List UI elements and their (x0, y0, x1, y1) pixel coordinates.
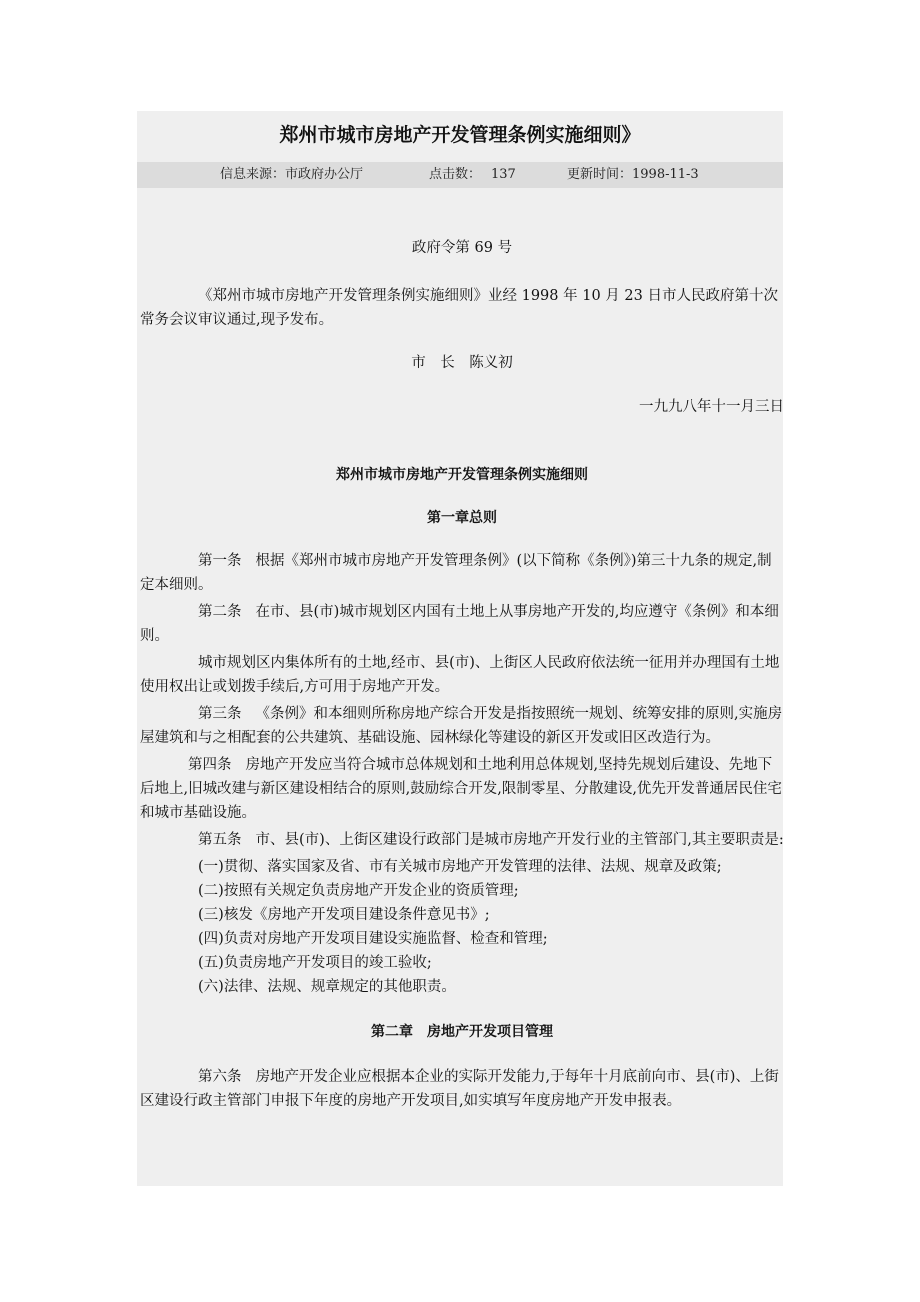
article-2-paragraph-2: 城市规划区内集体所有的土地,经市、县(市)、上街区人民政府依法统一征用并办理国有土地使用权出让或划拨手续后,方可用于房地产开发。 (140, 655, 780, 695)
meta-updated-value: 1998-11-3 (632, 167, 699, 182)
article-2 (140, 600, 784, 648)
article-3-label: 第三条 (198, 706, 242, 722)
document-meta-bar (137, 162, 783, 188)
article-5-item-4: (四)负责对房地产开发项目建设实施监督、检查和管理; (198, 931, 548, 947)
article-5-label: 第五条 (198, 832, 242, 848)
meta-updated-label: 更新时间： (567, 167, 633, 182)
article-5-text: 市、县(市)、上街区建设行政部门是城市房地产开发行业的主管部门,其主要职责是: (255, 832, 784, 848)
article-1-label: 第一条 (198, 553, 242, 569)
article-6-text: 房地产开发企业应根据本企业的实际开发能力,于每年十月底前向市、县(市)、上街区建设行政主管部门申报下年度的房地产开发项目,如实填写年度房地产开发申报表。 (140, 1069, 779, 1109)
meta-source-label: 信息来源： (220, 167, 286, 182)
decree-announcement: 《郑州市城市房地产开发管理条例实施细则》业经 1998 年 10 月 23 日市人民政府第十次常务会议审议通过,现予发布。 (140, 288, 778, 328)
article-1 (140, 549, 784, 597)
meta-updated (567, 162, 699, 188)
rules-title: 郑州市城市房地产开发管理条例实施细则 (336, 467, 588, 483)
document-title: 郑州市城市房地产开发管理条例实施细则》 (279, 124, 641, 146)
article-3 (140, 702, 784, 750)
article-5-item-3: (三)核发《房地产开发项目建设条件意见书》; (198, 907, 490, 923)
chapter-1-title: 第一章总则 (427, 510, 497, 526)
meta-clicks (429, 162, 516, 188)
meta-clicks-value: 137 (491, 167, 516, 182)
meta-source-value: 市政府办公厅 (285, 167, 364, 182)
decree-date: 一九九八年十一月三日 (639, 399, 784, 415)
article-4 (140, 753, 784, 825)
meta-clicks-label: 点击数： (429, 167, 482, 182)
article-5-item-1: (一)贯彻、落实国家及省、市有关城市房地产开发管理的法律、法规、规章及政策; (198, 859, 722, 875)
article-2-label: 第二条 (198, 604, 242, 620)
article-2-text: 在市、县(市)城市规划区内国有土地上从事房地产开发的,均应遵守《条例》和本细则。 (140, 604, 779, 644)
article-5 (140, 828, 784, 852)
decree-signature: 市 长 陈义初 (411, 355, 513, 371)
article-1-text: 根据《郑州市城市房地产开发管理条例》(以下简称《条例》)第三十九条的规定,制定本细则。 (140, 553, 772, 593)
article-6 (140, 1065, 784, 1113)
article-3-text: 《条例》和本细则所称房地产综合开发是指按照统一规划、统筹安排的原则,实施房屋建筑和与之相配套的公共建筑、基础设施、园林绿化等建设的新区开发或旧区改造行为。 (140, 706, 783, 746)
meta-source (220, 162, 363, 188)
document-content (140, 236, 784, 1113)
article-5-item-5: (五)负责房地产开发项目的竣工验收; (198, 955, 432, 971)
article-4-text: 房地产开发应当符合城市总体规划和土地利用总体规划,坚持先规划后建设、先地下后地上,旧城改建与新区建设相结合的原则,鼓励综合开发,限制零星、分散建设,优先开发普通居民住宅和城市基础设施。 (140, 757, 782, 821)
article-6-label: 第六条 (198, 1069, 242, 1085)
chapter-2-title: 第二章 房地产开发项目管理 (371, 1024, 553, 1040)
decree-number: 政府令第 69 号 (411, 240, 513, 256)
article-4-label: 第四条 (188, 757, 232, 773)
article-5-item-6: (六)法律、法规、规章规定的其他职责。 (198, 979, 456, 995)
article-5-item-2: (二)按照有关规定负责房地产开发企业的资质管理; (198, 883, 519, 899)
